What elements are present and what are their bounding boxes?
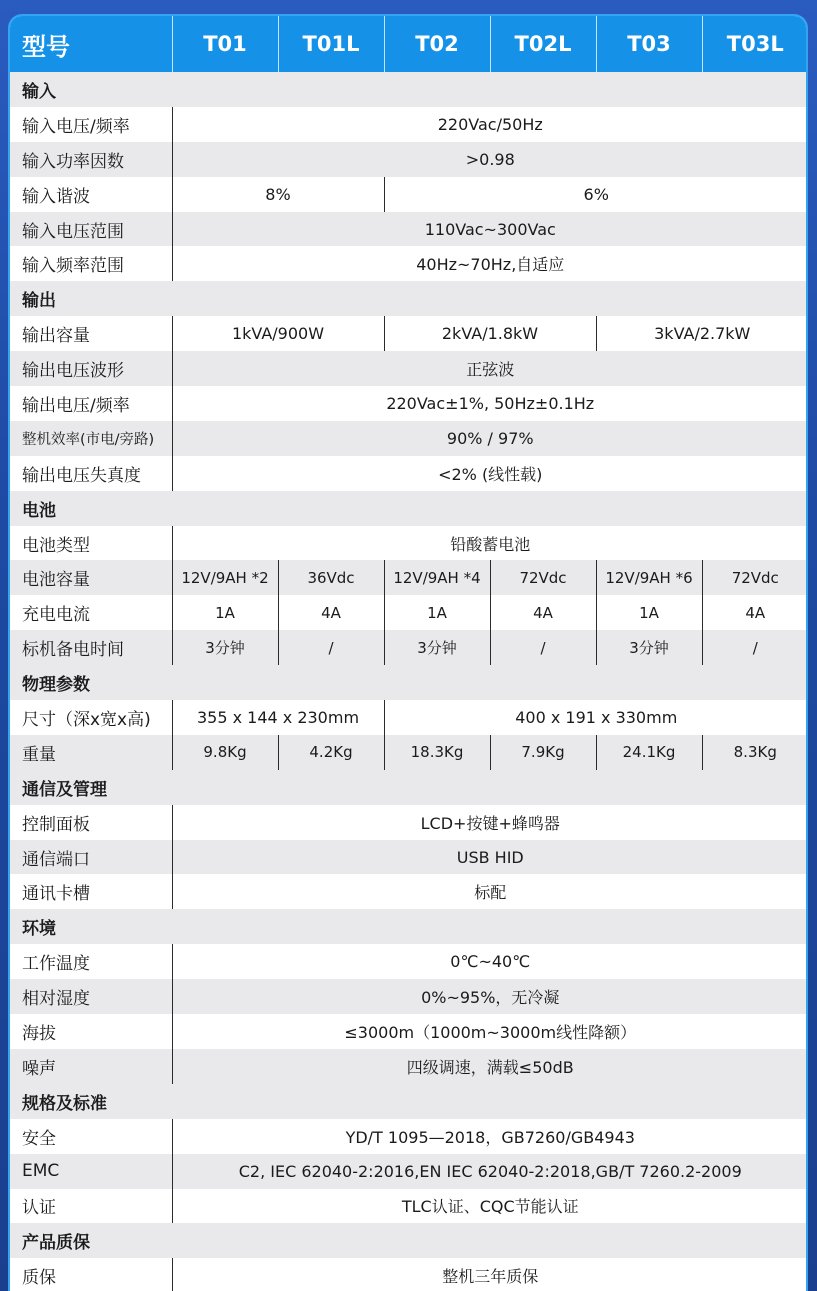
- section-heading: 输入: [22, 81, 56, 102]
- section-heading: 电池: [22, 500, 56, 521]
- value-cell: 四级调速，满载≤50dB: [172, 1049, 808, 1084]
- row-label: 输入电压/频率: [22, 116, 130, 137]
- spec-table-body: [10, 72, 808, 1291]
- row-label: 电池容量: [22, 570, 90, 591]
- table-row: [10, 944, 808, 979]
- row-label: 输出电压波形: [22, 361, 124, 382]
- table-row: [10, 1154, 808, 1189]
- value-cell: 72Vdc: [490, 560, 596, 595]
- section-heading: 通信及管理: [22, 779, 107, 800]
- value-cell: 220Vac/50Hz: [172, 107, 808, 142]
- value-cell: 24.1Kg: [596, 735, 702, 770]
- value-cell: 2kVA/1.8kW: [384, 316, 596, 351]
- value-cell: 355 x 144 x 230mm: [172, 700, 384, 735]
- section-row: [10, 281, 808, 316]
- value-cell: TLC认证、CQC节能认证: [172, 1189, 808, 1224]
- table-row: [10, 526, 808, 561]
- row-label: 重量: [22, 744, 56, 765]
- table-row: [10, 595, 808, 630]
- section-row: [10, 770, 808, 805]
- row-label: 海拔: [22, 1023, 56, 1044]
- table-row: [10, 630, 808, 665]
- row-label: 通讯卡槽: [22, 884, 90, 905]
- table-row: [10, 421, 808, 456]
- value-cell: 0%~95%，无冷凝: [172, 979, 808, 1014]
- model-header-t03: T03: [596, 16, 702, 72]
- value-cell: ≤3000m（1000m~3000m线性降额）: [172, 1014, 808, 1049]
- value-cell: 4A: [278, 595, 384, 630]
- table-row: [10, 979, 808, 1014]
- table-row: [10, 142, 808, 177]
- value-cell: <2% (线性载): [172, 456, 808, 491]
- table-row: [10, 107, 808, 142]
- value-cell: YD/T 1095—2018，GB7260/GB4943: [172, 1119, 808, 1154]
- spec-table: [10, 16, 808, 1291]
- section-heading: 规格及标准: [22, 1093, 107, 1114]
- value-cell: >0.98: [172, 142, 808, 177]
- row-label: 控制面板: [22, 814, 90, 835]
- section-heading: 产品质保: [22, 1233, 90, 1254]
- model-header-t01: T01: [172, 16, 278, 72]
- value-cell: 110Vac~300Vac: [172, 212, 808, 247]
- row-label: 充电电流: [22, 605, 90, 626]
- table-row: [10, 351, 808, 386]
- value-cell: 整机三年质保: [172, 1258, 808, 1291]
- value-cell: C2, IEC 62040-2:2016,EN IEC 62040-2:2018,GB/T 7260.2-2009: [172, 1154, 808, 1189]
- row-label: 整机效率(市电/旁路): [22, 431, 155, 448]
- value-cell: /: [278, 630, 384, 665]
- value-cell: 90% / 97%: [172, 421, 808, 456]
- table-row: [10, 386, 808, 421]
- section-heading: 环境: [22, 919, 56, 940]
- row-label: 质保: [22, 1268, 56, 1289]
- value-cell: 9.8Kg: [172, 735, 278, 770]
- value-cell: 3分钟: [172, 630, 278, 665]
- value-cell: 400 x 191 x 330mm: [384, 700, 808, 735]
- value-cell: 72Vdc: [702, 560, 808, 595]
- section-heading: 物理参数: [22, 675, 90, 696]
- value-cell: 4.2Kg: [278, 735, 384, 770]
- model-header-label: 型号: [22, 32, 70, 61]
- model-header-t02l: T02L: [490, 16, 596, 72]
- row-label: 输出电压失真度: [22, 465, 141, 486]
- value-cell: /: [702, 630, 808, 665]
- value-cell: 7.9Kg: [490, 735, 596, 770]
- row-label: 噪声: [22, 1058, 56, 1079]
- row-label: 输入功率因数: [22, 151, 124, 172]
- row-label: 相对湿度: [22, 989, 90, 1010]
- value-cell: 8.3Kg: [702, 735, 808, 770]
- section-row: [10, 909, 808, 944]
- section-heading: 输出: [22, 291, 56, 312]
- row-label: EMC: [22, 1161, 60, 1182]
- row-label: 标机备电时间: [22, 640, 124, 661]
- value-cell: 1A: [384, 595, 490, 630]
- row-label: 输出电压/频率: [22, 395, 130, 416]
- row-label: 输入谐波: [22, 186, 90, 207]
- value-cell: 1A: [596, 595, 702, 630]
- model-header-t02: T02: [384, 16, 490, 72]
- table-row: [10, 1189, 808, 1224]
- spec-table-card: [8, 14, 808, 1291]
- value-cell: 铅酸蓄电池: [172, 526, 808, 561]
- value-cell: 18.3Kg: [384, 735, 490, 770]
- table-row: [10, 1014, 808, 1049]
- value-cell: 1A: [172, 595, 278, 630]
- row-label: 认证: [22, 1198, 56, 1219]
- value-cell: 0℃~40℃: [172, 944, 808, 979]
- value-cell: 12V/9AH *6: [596, 560, 702, 595]
- value-cell: 40Hz~70Hz,自适应: [172, 246, 808, 281]
- value-cell: 3kVA/2.7kW: [596, 316, 808, 351]
- value-cell: 4A: [702, 595, 808, 630]
- value-cell: /: [490, 630, 596, 665]
- table-row: [10, 735, 808, 770]
- section-row: [10, 1223, 808, 1258]
- row-label: 输入频率范围: [22, 256, 124, 277]
- value-cell: 1kVA/900W: [172, 316, 384, 351]
- row-label: 输入电压范围: [22, 221, 124, 242]
- value-cell: 标配: [172, 874, 808, 909]
- table-row: [10, 700, 808, 735]
- row-label: 输出容量: [22, 326, 90, 347]
- row-label: 通信端口: [22, 849, 90, 870]
- value-cell: LCD+按键+蜂鸣器: [172, 805, 808, 840]
- table-row: [10, 212, 808, 247]
- table-row: [10, 456, 808, 491]
- table-row: [10, 805, 808, 840]
- table-header-row: [10, 16, 808, 72]
- table-row: [10, 874, 808, 909]
- value-cell: 3分钟: [384, 630, 490, 665]
- row-label: 工作温度: [22, 954, 90, 975]
- table-row: [10, 1258, 808, 1291]
- section-row: [10, 1084, 808, 1119]
- table-row: [10, 177, 808, 212]
- table-row: [10, 1049, 808, 1084]
- value-cell: 8%: [172, 177, 384, 212]
- section-row: [10, 491, 808, 526]
- row-label: 电池类型: [22, 535, 90, 556]
- model-header-t01l: T01L: [278, 16, 384, 72]
- value-cell: 6%: [384, 177, 808, 212]
- value-cell: 4A: [490, 595, 596, 630]
- value-cell: 3分钟: [596, 630, 702, 665]
- value-cell: 正弦波: [172, 351, 808, 386]
- section-row: [10, 665, 808, 700]
- model-header-t03l: T03L: [702, 16, 808, 72]
- row-label: 尺寸（深x宽x高): [22, 709, 151, 730]
- table-row: [10, 316, 808, 351]
- value-cell: 12V/9AH *4: [384, 560, 490, 595]
- value-cell: 36Vdc: [278, 560, 384, 595]
- table-row: [10, 1119, 808, 1154]
- table-row: [10, 840, 808, 875]
- value-cell: 220Vac±1%, 50Hz±0.1Hz: [172, 386, 808, 421]
- row-label: 安全: [22, 1128, 56, 1149]
- table-row: [10, 246, 808, 281]
- value-cell: USB HID: [172, 840, 808, 875]
- section-row: [10, 72, 808, 107]
- value-cell: 12V/9AH *2: [172, 560, 278, 595]
- table-row: [10, 560, 808, 595]
